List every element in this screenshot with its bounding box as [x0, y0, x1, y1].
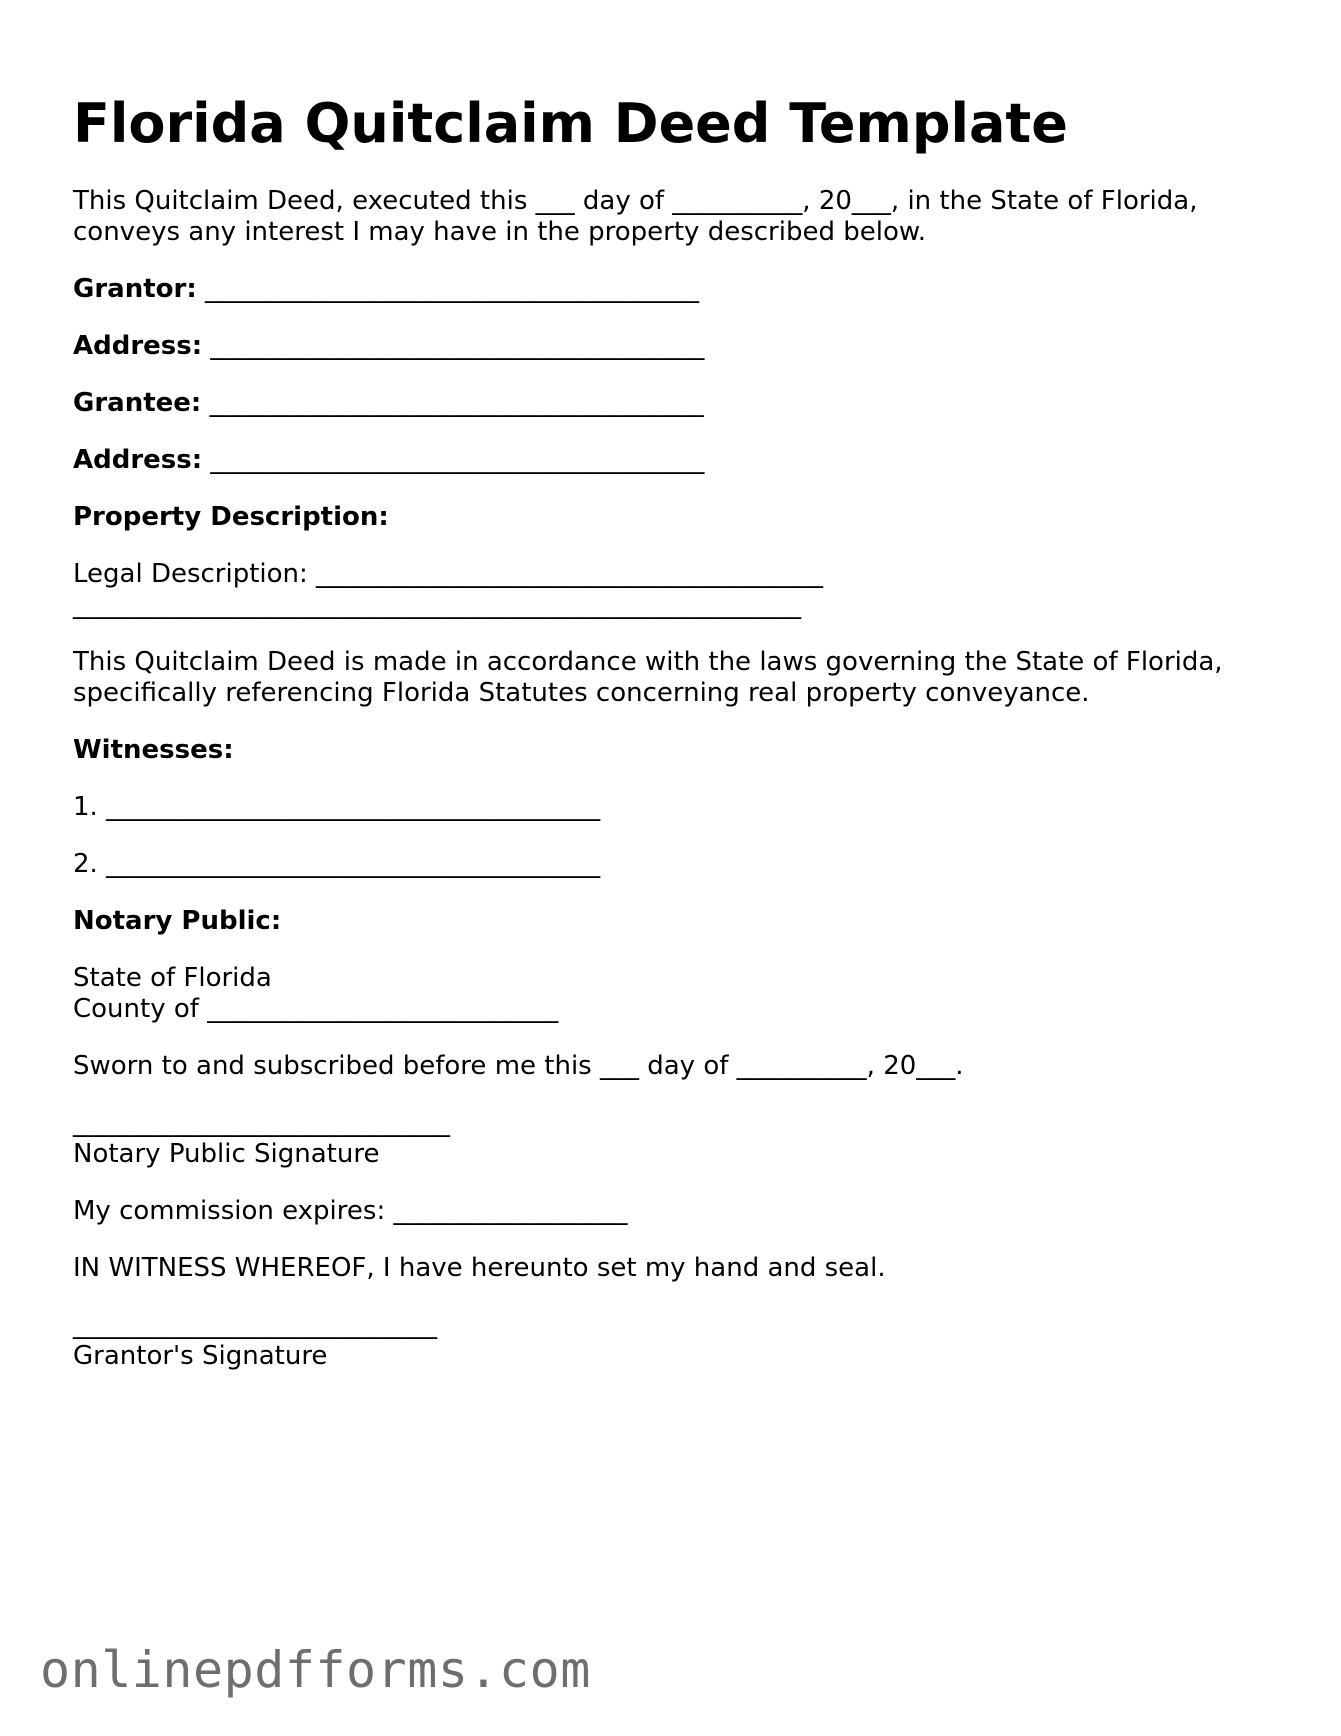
intro-text-line-1: This Quitclaim Deed, executed this ___ day of __________, 20___, in the State of Florida,	[73, 186, 1198, 216]
legal-description-line-1: Legal Description: _______________________________________	[73, 559, 824, 589]
notary-county-field: County of ___________________________	[73, 994, 559, 1024]
grantor-address-label: Address:	[73, 331, 203, 361]
grantor-label: Grantor:	[73, 274, 197, 304]
grantor-signature-label: Grantor's Signature	[73, 1341, 328, 1371]
grantee-label: Grantee:	[73, 388, 202, 418]
watermark-text: onlinepdfforms.com	[40, 1641, 591, 1699]
witness-1-field: 1. ______________________________________	[73, 792, 601, 822]
grantee-address-label: Address:	[73, 445, 203, 475]
laws-text-line-2: specifically referencing Florida Statutes concerning real property conveyance.	[73, 678, 1090, 708]
grantor-address-blank: ______________________________________	[202, 331, 705, 361]
commission-expires-field: My commission expires: __________________	[73, 1196, 628, 1226]
grantee-address-blank: ______________________________________	[202, 445, 705, 475]
grantor-address-field	[73, 331, 704, 362]
grantee-field	[73, 388, 704, 419]
grantor-signature-line: ____________________________	[73, 1310, 437, 1340]
witness-2-field: 2. ______________________________________	[73, 849, 601, 879]
notary-state: State of Florida	[73, 963, 272, 993]
grantee-blank: ______________________________________	[201, 388, 704, 418]
notary-signature-line: _____________________________	[73, 1108, 450, 1138]
sworn-statement: Sworn to and subscribed before me this ___ day of __________, 20___.	[73, 1051, 964, 1081]
intro-text-line-2: conveys any interest I may have in the property described below.	[73, 217, 926, 247]
notary-signature-label: Notary Public Signature	[73, 1139, 380, 1169]
property-description-heading: Property Description:	[73, 502, 389, 532]
document-title: Florida Quitclaim Deed Template	[73, 92, 1068, 155]
notary-public-heading: Notary Public:	[73, 906, 282, 936]
laws-text-line-1: This Quitclaim Deed is made in accordance with the laws governing the State of Florida,	[73, 647, 1223, 677]
legal-description-line-2: ________________________________________________________	[73, 590, 801, 620]
grantee-address-field	[73, 445, 704, 476]
grantor-blank: ______________________________________	[196, 274, 699, 304]
grantor-field	[73, 274, 699, 305]
witnesses-heading: Witnesses:	[73, 735, 234, 765]
in-witness-whereof-text: IN WITNESS WHEREOF, I have hereunto set my hand and seal.	[73, 1253, 886, 1283]
